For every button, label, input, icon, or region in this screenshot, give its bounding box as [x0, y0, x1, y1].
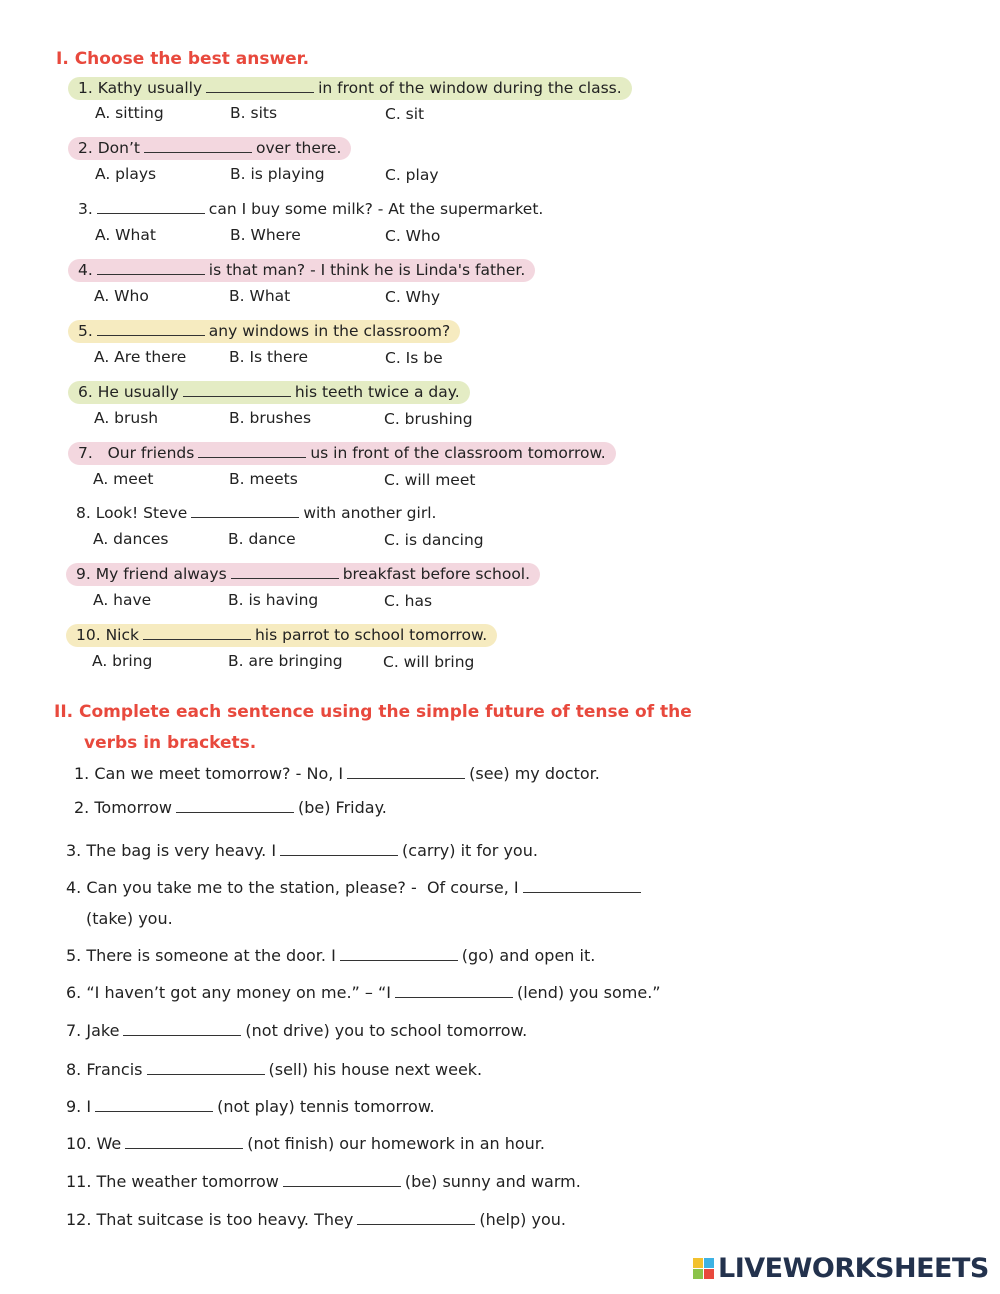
sentence-2: 2. Tomorrow (be) Friday. — [74, 798, 387, 817]
sentence-4-continued: (take) you. — [86, 909, 173, 928]
answer-blank[interactable] — [147, 1060, 265, 1075]
option-a[interactable]: A. meet — [93, 470, 154, 488]
answer-blank[interactable] — [125, 1134, 243, 1149]
option-c[interactable]: C. will meet — [384, 471, 476, 489]
answer-blank[interactable] — [176, 798, 294, 813]
question-8: 8. Look! Steve with another girl. — [76, 504, 437, 522]
option-c[interactable]: C. has — [384, 592, 433, 610]
answer-blank[interactable] — [191, 503, 299, 518]
answer-blank[interactable] — [523, 878, 641, 893]
option-a[interactable]: A. plays — [95, 165, 157, 183]
answer-blank[interactable] — [280, 841, 398, 856]
sentence-12: 12. That suitcase is too heavy. They (help) you. — [66, 1210, 566, 1229]
liveworksheets-logo-icon — [693, 1258, 715, 1280]
question-4: 4. is that man? - I think he is Linda's father. — [68, 259, 535, 282]
option-a[interactable]: A. have — [93, 591, 152, 609]
option-a[interactable]: A. Are there — [94, 348, 187, 366]
answer-blank[interactable] — [97, 199, 205, 214]
sentence-11: 11. The weather tomorrow (be) sunny and warm. — [66, 1172, 581, 1191]
question-7: 7. Our friends us in front of the classroom tomorrow. — [68, 442, 616, 465]
sentence-6: 6. “I haven’t got any money on me.” – “I (lend) you some.” — [66, 983, 661, 1002]
option-a[interactable]: A. bring — [92, 652, 153, 670]
option-c[interactable]: C. will bring — [383, 653, 475, 671]
option-b[interactable]: B. sits — [230, 104, 278, 122]
sentence-7: 7. Jake (not drive) you to school tomorrow. — [66, 1021, 528, 1040]
option-c[interactable]: C. Is be — [385, 349, 443, 367]
option-c[interactable]: C. sit — [385, 105, 425, 123]
option-a[interactable]: A. Who — [94, 287, 149, 305]
option-a[interactable]: A. sitting — [95, 104, 164, 122]
option-b[interactable]: B. What — [229, 287, 291, 305]
section2-title: II. Complete each sentence using the simple future of tense of the — [54, 702, 692, 722]
question-2: 2. Don’t over there. — [68, 137, 351, 160]
answer-blank[interactable] — [283, 1172, 401, 1187]
sentence-8: 8. Francis (sell) his house next week. — [66, 1060, 483, 1079]
sentence-5: 5. There is someone at the door. I (go) and open it. — [66, 946, 596, 965]
answer-blank[interactable] — [357, 1210, 475, 1225]
option-c[interactable]: C. is dancing — [384, 531, 484, 549]
option-c[interactable]: C. brushing — [384, 410, 473, 428]
question-6: 6. He usually his teeth twice a day. — [68, 381, 470, 404]
question-10: 10. Nick his parrot to school tomorrow. — [66, 624, 497, 647]
answer-blank[interactable] — [183, 382, 291, 397]
answer-blank[interactable] — [144, 138, 252, 153]
answer-blank[interactable] — [395, 983, 513, 998]
option-a[interactable]: A. dances — [93, 530, 169, 548]
question-5: 5. any windows in the classroom? — [68, 320, 460, 343]
option-c[interactable]: C. play — [385, 166, 439, 184]
answer-blank[interactable] — [97, 260, 205, 275]
answer-blank[interactable] — [95, 1097, 213, 1112]
option-b[interactable]: B. meets — [229, 470, 298, 488]
answer-blank[interactable] — [231, 564, 339, 579]
answer-blank[interactable] — [206, 78, 314, 93]
option-b[interactable]: B. brushes — [229, 409, 312, 427]
option-a[interactable]: A. brush — [94, 409, 159, 427]
answer-blank[interactable] — [143, 625, 251, 640]
question-1: 1. Kathy usually in front of the window during the class. — [68, 77, 632, 100]
option-b[interactable]: B. is having — [228, 591, 319, 609]
option-b[interactable]: B. dance — [228, 530, 296, 548]
answer-blank[interactable] — [97, 321, 205, 336]
option-b[interactable]: B. Where — [230, 226, 301, 244]
question-9: 9. My friend always breakfast before school. — [66, 563, 540, 586]
liveworksheets-logo: LIVEWORKSHEETS — [693, 1253, 989, 1284]
answer-blank[interactable] — [340, 946, 458, 961]
answer-blank[interactable] — [123, 1021, 241, 1036]
answer-blank[interactable] — [347, 764, 465, 779]
question-3: 3. can I buy some milk? - At the supermarket. — [78, 200, 544, 218]
section2-title-continued: verbs in brackets. — [84, 733, 257, 753]
answer-blank[interactable] — [198, 443, 306, 458]
option-b[interactable]: B. is playing — [230, 165, 325, 183]
sentence-10: 10. We (not finish) our homework in an hour. — [66, 1134, 545, 1153]
option-b[interactable]: B. Is there — [229, 348, 309, 366]
sentence-9: 9. I (not play) tennis tomorrow. — [66, 1097, 435, 1116]
option-c[interactable]: C. Who — [385, 227, 441, 245]
section1-title: I. Choose the best answer. — [56, 49, 310, 69]
option-a[interactable]: A. What — [95, 226, 156, 244]
option-c[interactable]: C. Why — [385, 288, 440, 306]
sentence-4: 4. Can you take me to the station, please? - Of course, I — [66, 878, 645, 897]
sentence-3: 3. The bag is very heavy. I (carry) it for you. — [66, 841, 538, 860]
option-b[interactable]: B. are bringing — [228, 652, 343, 670]
sentence-1: 1. Can we meet tomorrow? - No, I (see) my doctor. — [74, 764, 600, 783]
